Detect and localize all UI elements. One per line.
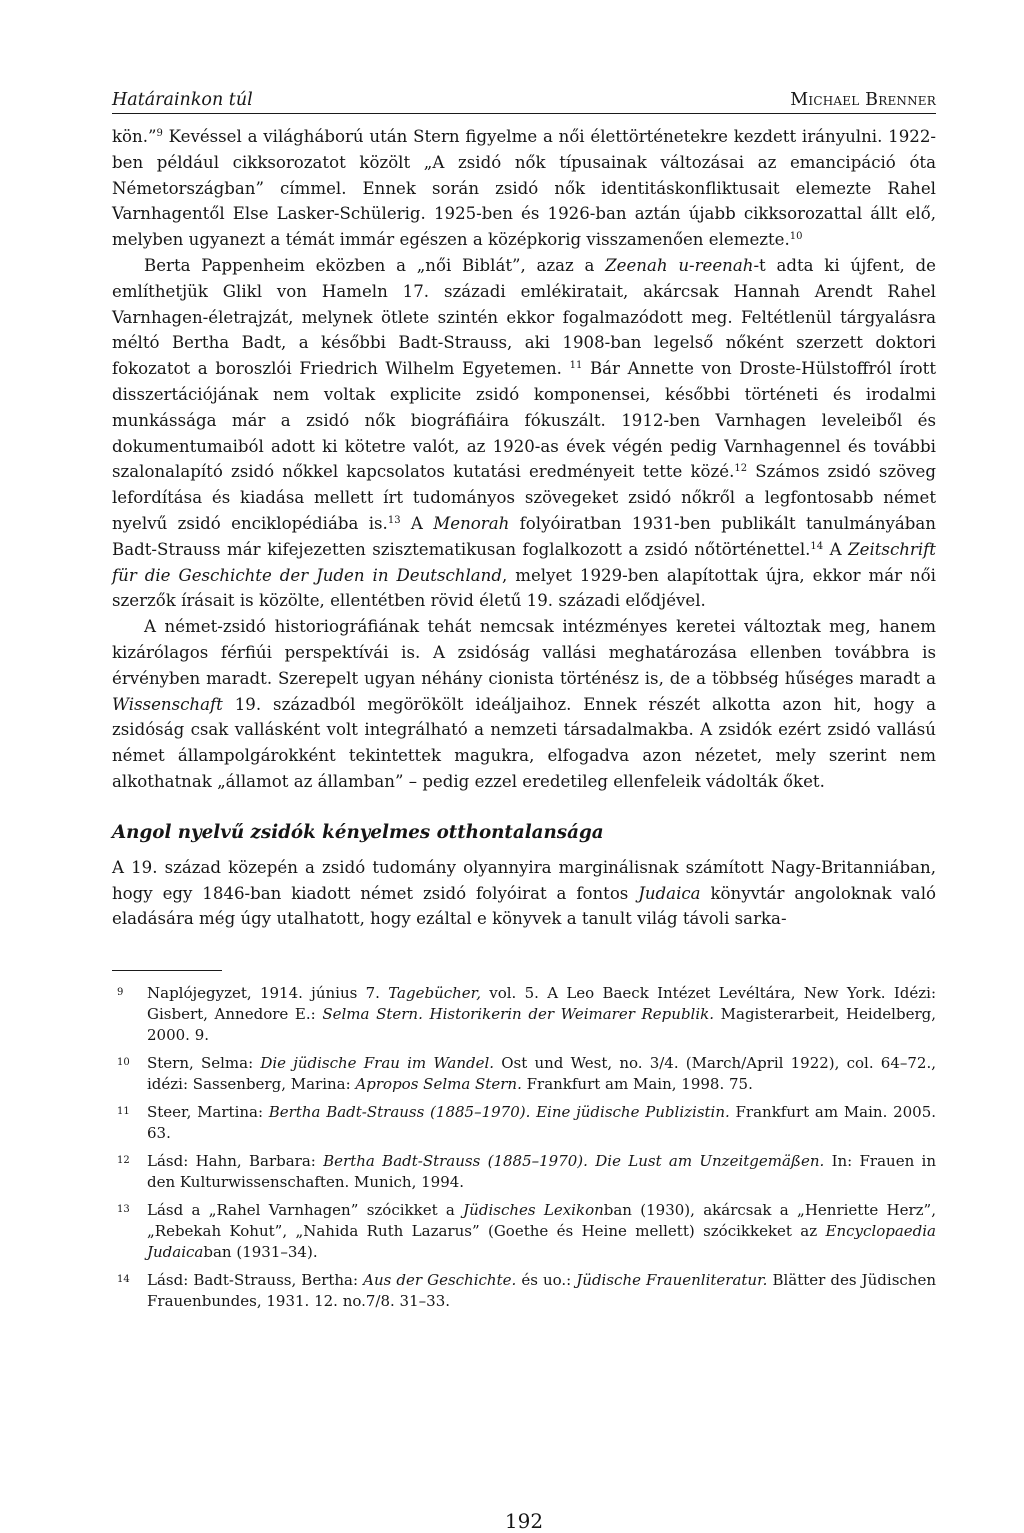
footnote-text — [147, 984, 936, 1044]
running-header — [112, 82, 936, 114]
footnote-reference: 10 — [789, 231, 803, 243]
text-run: Ost und West, no. 3/4. (March/April 1922), col. 64–72., idézi: Sassenberg, Marina: — [147, 1054, 936, 1094]
italic-text: Selma Stern. Historikerin der Weimarer Republik. — [322, 1005, 715, 1024]
text-run: A német-zsidó historiográfiának tehát nemcsak intézményes keretei változtak meg, hanem kizárólagos férfiúi perspektívái is. A zsidóság vallási meghatározása ellenben továbbra is érvényben maradt. Szerepelt ugyan néhány cionista történész is, de a többség hűséges maradt a — [112, 617, 936, 688]
footnote — [112, 1200, 936, 1263]
text-run: könyvtár angoloknak való eladására még úgy utalhatott, hogy ezáltal e könyvek a tanult világ távoli sarka- — [112, 883, 936, 929]
footnote-number: 12 — [117, 1155, 130, 1167]
text-run: Frankfurt am Main. 2005. 63. — [147, 1103, 937, 1143]
text-run: A 19. század közepén a zsidó tudomány olyannyira marginálisnak számított Nagy-Britanniában, hogy egy 1846-ban kiadott német zsidó folyóirat a fontos — [112, 857, 936, 903]
text-run: Számos zsidó szöveg lefordítása és kiadása mellett írt tudományos szövegeket zsidó nőkről a legfontosabb német nyelvű zsidó enciklopédiába is. — [112, 462, 937, 533]
footnote-text — [147, 1054, 936, 1093]
paragraph — [112, 124, 936, 253]
text-run: kön.” — [112, 127, 157, 146]
page-number: 192 — [504, 1509, 544, 1533]
paragraph — [112, 855, 936, 932]
footnote-reference: 13 — [387, 514, 401, 526]
italic-text: Judaica — [638, 883, 701, 903]
footnote-number: 14 — [117, 1274, 130, 1286]
footnote-reference: 11 — [569, 360, 583, 372]
footnote-text — [147, 1152, 936, 1191]
italic-text: Tagebücher, — [388, 984, 481, 1003]
text-run: -t adta ki újfent, de említhetjük Glikl von Hameln 17. századi emlékiratait, akárcsak Hannah Arendt Rahel Varnhagen-életrajzát, melynek ötlete szintén ekkor fogalmazódott meg. Feltétlenül tárgyalásra méltó Bertha Badt, a későbbi Badt-Strauss, aki 1908-ban legelső nőként szerzett doktori fokozatot a boroszlói Friedrich Wilhelm Egyetemen. — [112, 255, 936, 379]
footnotes — [112, 983, 936, 1312]
text-run: A — [400, 513, 434, 533]
text-run: Bár Annette von Droste-Hülstoffról írott disszertációjának nem voltak explicite zsidó komponensei, későbbi történeti és irodalmi munkássága már a zsidó nők biográfiáira fókuszált. 1912-ben Varnhagen leveleiből és dokumentumaiból adott ki kötetre valót, az 1920-as évek végén pedig Varnhagennel és további szalonalapító zsidó nőkkel kapcsolatos kutatási eredményeit tette közé. — [112, 359, 937, 482]
text-run: A — [823, 539, 849, 559]
italic-text: Menorah — [433, 513, 510, 533]
footnote-divider — [112, 970, 222, 971]
text-run: In: Frauen in den Kulturwissenschaften. Munich, 1994. — [147, 1152, 937, 1192]
header-author: Michael Brenner — [790, 90, 936, 110]
italic-text: Encyclopaedia Judaica — [147, 1222, 936, 1262]
header-section-title: Határainkon túl — [112, 90, 253, 110]
text-run: Lásd a „Rahel Varnhagen” szócikket a — [147, 1201, 464, 1220]
text-run: 19. századból megörökölt ideáljaihoz. Ennek részét alkotta azon hit, hogy a zsidóság csak vallásként volt integrálható a nemzeti társadalmakba. A zsidók ezért zsidó vallású német állampolgárokként tekintettek magukra, elfogadva azon nézetet, mely szerint nem alkothatnak „államot az államban” – pedig ezzel eredetileg ellenfeleik vádolták őket. — [112, 694, 936, 791]
text-run: és uo.: — [516, 1271, 577, 1290]
footnote — [112, 1270, 936, 1312]
italic-text: Zeenah u-reenah — [605, 255, 754, 275]
italic-text: Jüdisches Lexikon — [463, 1201, 604, 1220]
footnote-number: 13 — [117, 1204, 130, 1216]
footnote-text — [147, 1201, 936, 1261]
footnote-text — [147, 1271, 936, 1310]
text-run: Naplójegyzet, 1914. június 7. — [147, 984, 389, 1003]
footnote-text — [147, 1103, 936, 1142]
footnote-reference: 14 — [810, 540, 824, 552]
main-text — [112, 124, 936, 932]
footnote-number: 9 — [117, 987, 124, 999]
book-page — [112, 82, 937, 1533]
italic-text: Aus der Geschichte. — [363, 1271, 517, 1290]
text-run: Lásd: Badt-Strauss, Bertha: — [147, 1271, 364, 1290]
italic-text: Bertha Badt-Strauss (1885–1970). Eine jüdische Publizistin. — [268, 1103, 730, 1122]
italic-text: Bertha Badt-Strauss (1885–1970). Die Lust am Unzeitgemäßen. — [323, 1152, 825, 1171]
italic-text: Wissenschaft — [112, 694, 223, 714]
paragraph — [112, 253, 936, 614]
text-run: Frankfurt am Main, 1998. 75. — [521, 1075, 753, 1094]
text-run: Blätter des Jüdischen Frauenbundes, 1931. 12. no.7/8. 31–33. — [147, 1271, 936, 1311]
italic-text: Zeitschrift für die Geschichte der Juden in Deutschland — [112, 539, 936, 585]
italic-text: Apropos Selma Stern. — [355, 1075, 522, 1094]
text-run: , melyet 1929-ben alapítottak újra, ekkor már női szerzők írásait is közölte, ellentétben rövid életű 19. századi elődjével. — [112, 565, 936, 611]
footnote — [112, 1102, 936, 1144]
text-run: vol. 5. A Leo Baeck Intézet Levéltára, New York. Idézi: Gisbert, Annedore E.: — [147, 984, 937, 1024]
footnote — [112, 1053, 936, 1095]
text-run: Magisterarbeit, Heidelberg, 2000. 9. — [147, 1005, 937, 1045]
paragraph — [112, 614, 936, 795]
text-run: ban (1930), akárcsak a „Henriette Herz”, „Rebekah Kohut”, „Nahida Ruth Lazarus” (Goethe és Heine mellett) szócikkeket az — [147, 1201, 936, 1241]
footnote — [112, 1151, 936, 1193]
text-run: folyóiratban 1931-ben publikált tanulmányában Badt-Strauss már kifejezetten szisztematikusan foglalkozott a zsidó nőtörténettel. — [112, 513, 936, 559]
italic-text: Die jüdische Frau im Wandel. — [260, 1054, 495, 1073]
section-heading: Angol nyelvű zsidók kényelmes otthontalansága — [112, 821, 604, 843]
footnote-number: 11 — [117, 1106, 130, 1118]
text-run: Kevéssel a világháború után Stern figyelme a női élettörténetekre kezdett irányulni. 1922-ben például cikksorozatot közölt „A zsidó nők típusainak változásai az emancipáció óta Németországban” címmel. Ennek során zsidó nők identitáskonfliktusait elemezte Rahel Varnhagentől Else Lasker-Schülerig. 1925-ben és 1926-ban aztán újabb cikksorozattal állt elő, melyben ugyanezt a témát immár egészen a középkorig visszamenően elemezte. — [112, 127, 936, 250]
text-run: Steer, Martina: — [147, 1103, 269, 1122]
text-run: Berta Pappenheim eközben a „női Biblát”, azaz a — [144, 255, 606, 275]
footnote-reference: 12 — [734, 463, 748, 475]
text-run: ban (1931–34). — [203, 1243, 318, 1262]
italic-text: Jüdische Frauenliteratur. — [576, 1271, 768, 1290]
footnote-number: 10 — [117, 1057, 130, 1069]
text-run: Lásd: Hahn, Barbara: — [147, 1152, 324, 1171]
footnote — [112, 983, 936, 1046]
footnote-reference: 9 — [156, 128, 163, 139]
text-run: Stern, Selma: — [147, 1054, 261, 1073]
